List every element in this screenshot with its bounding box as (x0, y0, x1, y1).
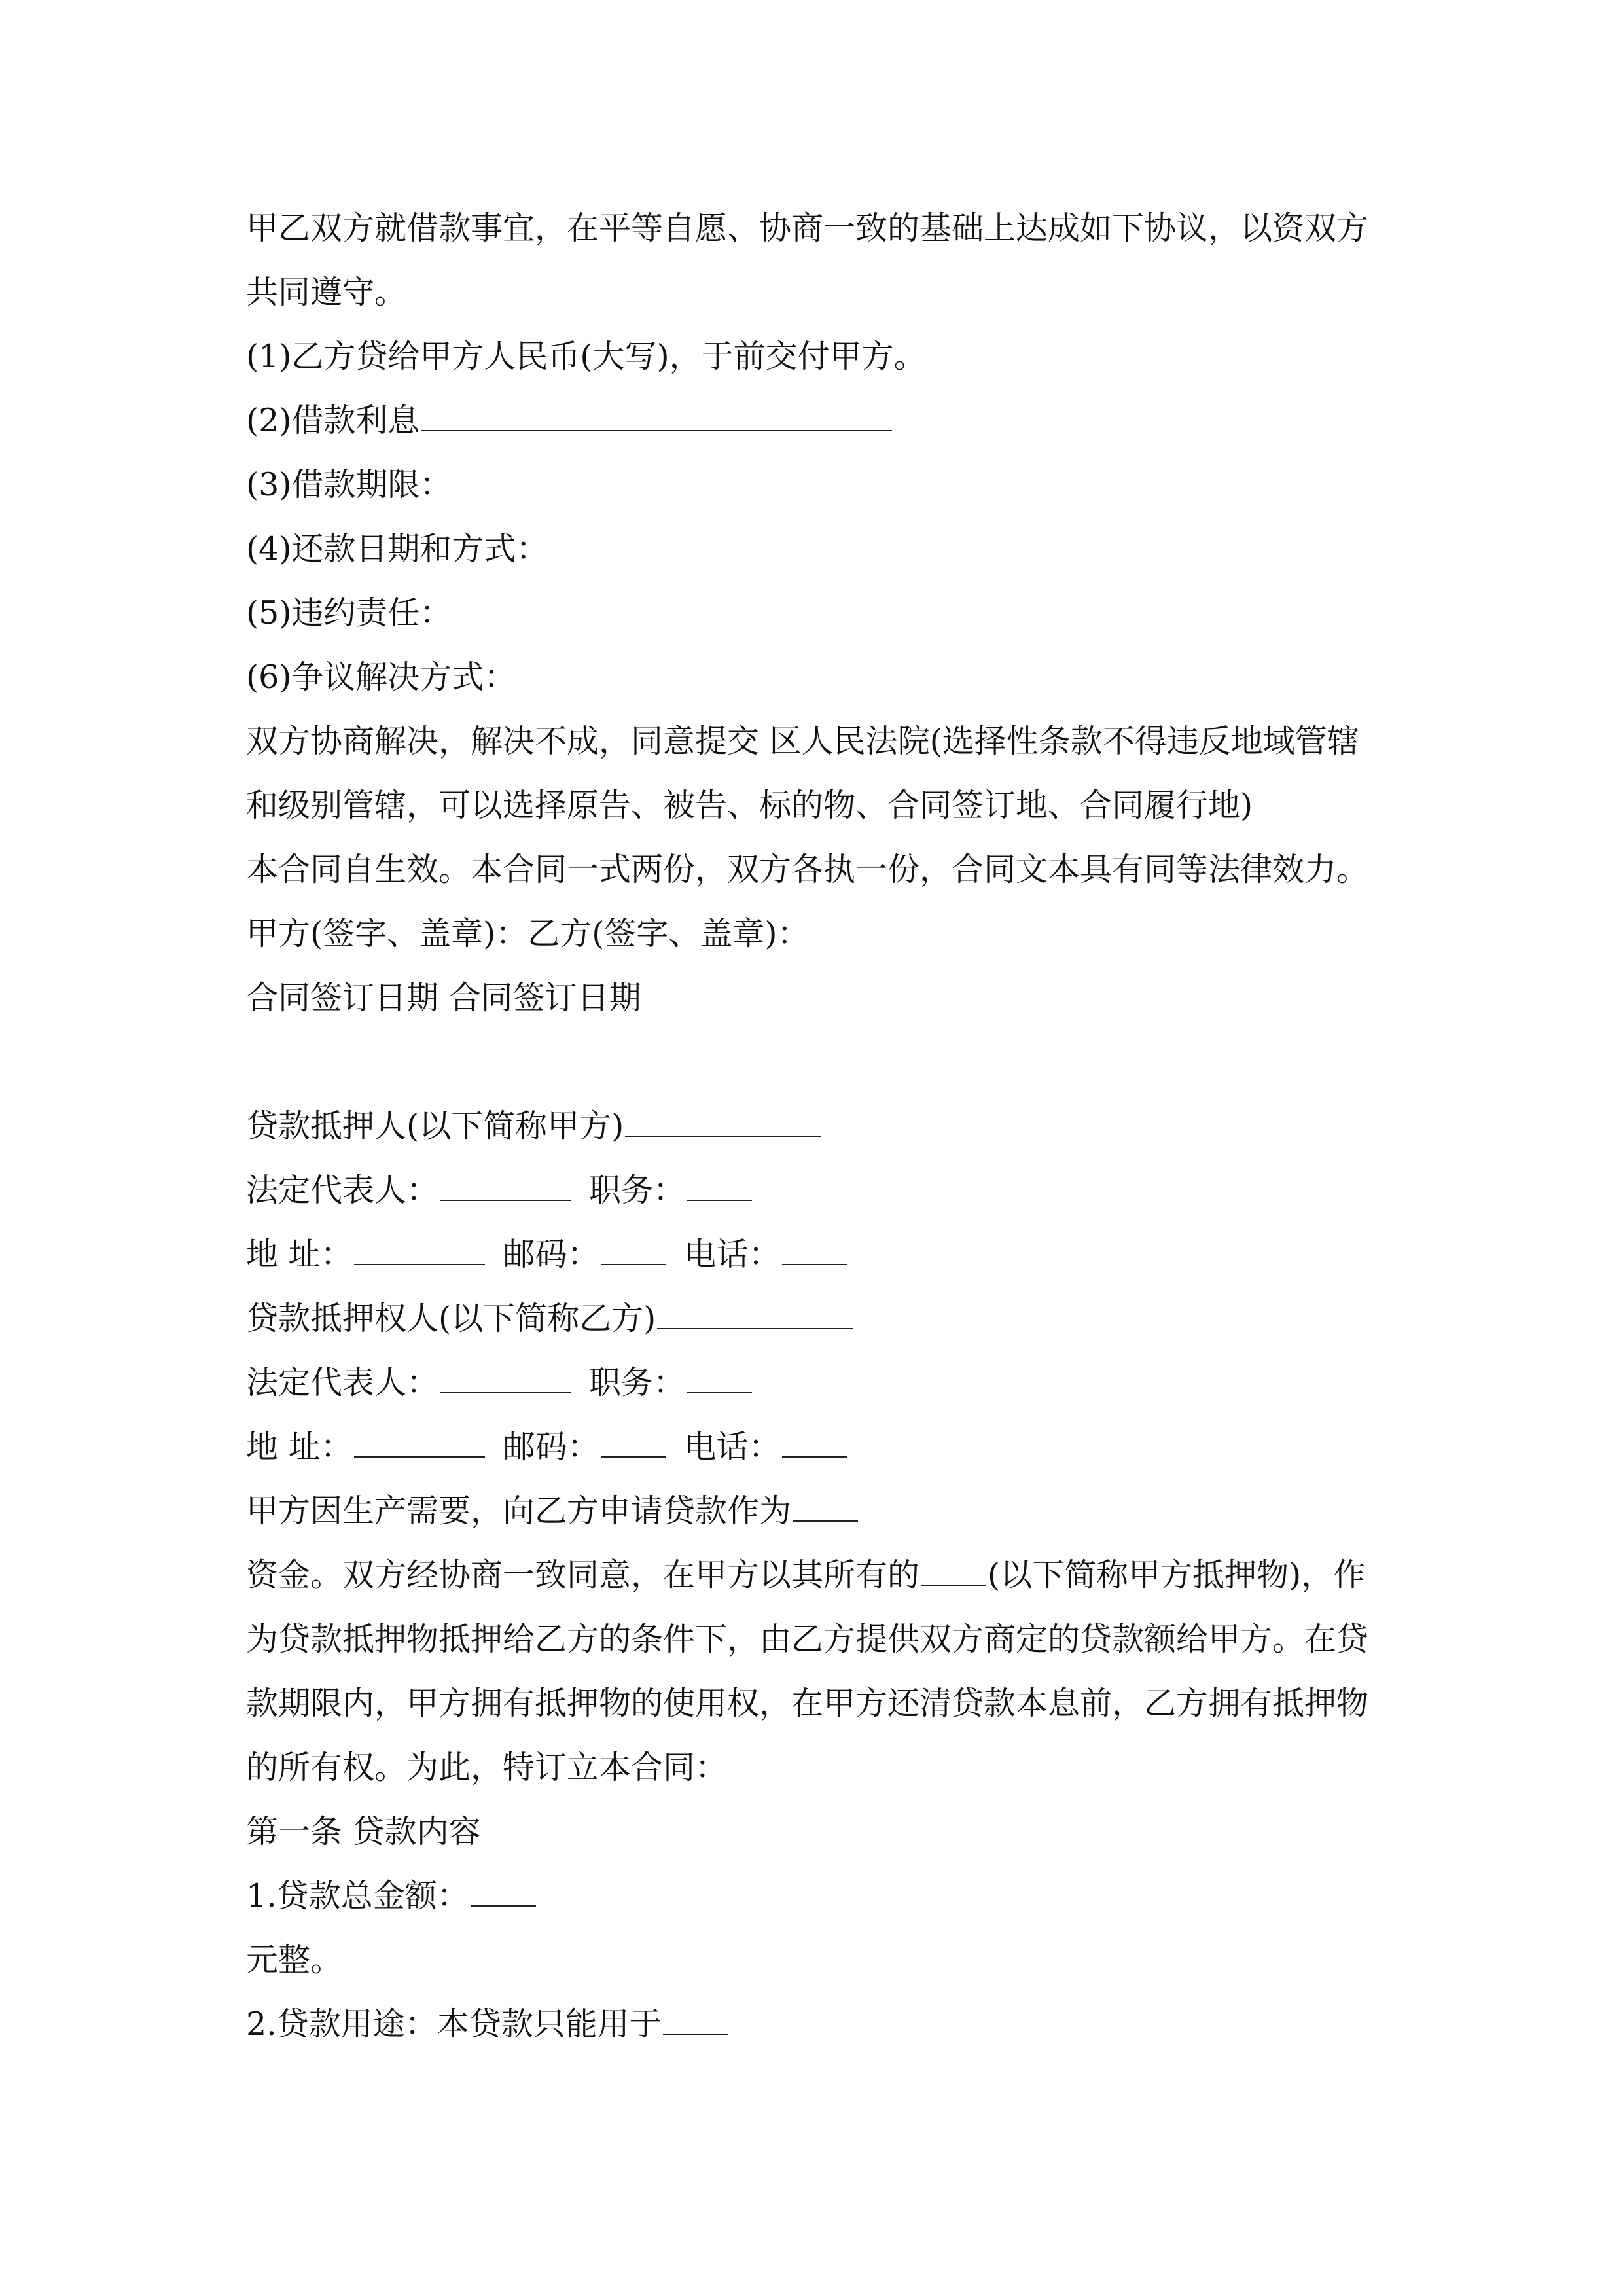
rep-label: 法定代表人： (246, 1364, 439, 1401)
loan-item-4: (4)还款日期和方式： (246, 530, 548, 567)
apply-line (246, 1479, 1424, 1543)
mortgagee-label: 贷款抵押权人(以下简称乙方) (246, 1300, 656, 1337)
contract-text (246, 196, 1424, 2056)
loan-intro-line-2: 共同遵守。 (246, 274, 407, 311)
body-line-1a: 资金。双方经协商一致同意，在甲方以其所有的 (246, 1556, 920, 1594)
purpose-label: 2.贷款用途：本贷款只能用于 (246, 2005, 662, 2043)
phone-label: 电话： (684, 1236, 781, 1273)
section-gap (246, 1030, 1424, 1094)
effect-line: 本合同自生效。本合同一式两份，双方各执一份，合同文本具有同等法律效力。 (246, 851, 1369, 888)
loan-item-2 (246, 389, 1424, 453)
loan-item-1: (1)乙方贷给甲方人民币(大写)，于前交付甲方。 (246, 338, 926, 375)
loan-item-3: (3)借款期限： (246, 466, 452, 503)
loan-intro-line-1: 甲乙双方就借款事宜，在平等自愿、协商一致的基础上达成如下协议，以资双方 (246, 209, 1369, 247)
loan-interest-label: (2)借款利息 (246, 402, 420, 439)
article-1-heading: 第一条 贷款内容 (246, 1813, 481, 1850)
mortgagor-label: 贷款抵押人(以下简称甲方) (246, 1107, 624, 1145)
total-amount-label: 1.贷款总金额： (246, 1877, 469, 1914)
rep-blank (440, 1363, 571, 1393)
body-line-3: 款期限内，甲方拥有抵押物的使用权，在甲方还清贷款本息前，乙方拥有抵押物 (246, 1685, 1369, 1722)
mortgagor-blank (625, 1107, 821, 1137)
address-label: 地 址： (246, 1428, 353, 1465)
rep-label: 法定代表人： (246, 1172, 439, 1209)
position-label: 职务： (589, 1364, 686, 1401)
loan-interest-blank (421, 401, 892, 431)
postcode-blank (601, 1235, 666, 1265)
body-line-1 (246, 1543, 1424, 1607)
mortgagee-address-line (246, 1415, 1424, 1479)
total-amount-blank (471, 1876, 536, 1907)
dispute-line-2: 和级别管辖，可以选择原告、被告、标的物、合同签订地、合同履行地) (246, 787, 1253, 824)
position-blank (687, 1171, 752, 1201)
phone-blank (782, 1235, 847, 1265)
postcode-blank (601, 1427, 666, 1458)
position-label: 职务： (589, 1172, 686, 1209)
position-blank (687, 1363, 752, 1393)
address-blank (354, 1427, 485, 1458)
total-amount-line (246, 1864, 1424, 1928)
mortgagor-line (246, 1094, 1424, 1158)
postcode-label: 邮码： (503, 1428, 599, 1465)
phone-blank (782, 1427, 847, 1458)
purpose-blank (663, 2005, 728, 2035)
mortgagee-blank (657, 1299, 853, 1329)
dispute-line-1: 双方协商解决，解决不成，同意提交 区人民法院(选择性条款不得违反地域管辖 (246, 723, 1359, 760)
sign-date-line: 合同签订日期 合同签订日期 (246, 979, 641, 1016)
mortgagee-line (246, 1287, 1424, 1351)
body-line-4: 的所有权。为此，特订立本合同： (246, 1749, 728, 1786)
loan-item-5: (5)违约责任： (246, 594, 452, 632)
postcode-label: 邮码： (503, 1236, 599, 1273)
apply-blank (793, 1492, 858, 1522)
mortgagor-rep-line (246, 1158, 1424, 1223)
address-blank (354, 1235, 485, 1265)
phone-label: 电话： (684, 1428, 781, 1465)
mortgagee-rep-line (246, 1351, 1424, 1415)
body-line-1b: (以下简称甲方抵押物)，作 (988, 1556, 1366, 1594)
collateral-blank (921, 1556, 986, 1586)
yuan-line: 元整。 (246, 1941, 343, 1979)
address-label: 地 址： (246, 1236, 353, 1273)
signatures-line: 甲方(签字、盖章)：乙方(签字、盖章)： (246, 915, 810, 952)
rep-blank (440, 1171, 571, 1201)
apply-text: 甲方因生产需要，向乙方申请贷款作为 (246, 1492, 792, 1530)
mortgagor-address-line (246, 1223, 1424, 1287)
body-line-2: 为贷款抵押物抵押给乙方的条件下，由乙方提供双方商定的贷款额给甲方。在贷 (246, 1621, 1369, 1658)
purpose-line (246, 1992, 1424, 2056)
loan-item-6: (6)争议解决方式： (246, 658, 516, 696)
